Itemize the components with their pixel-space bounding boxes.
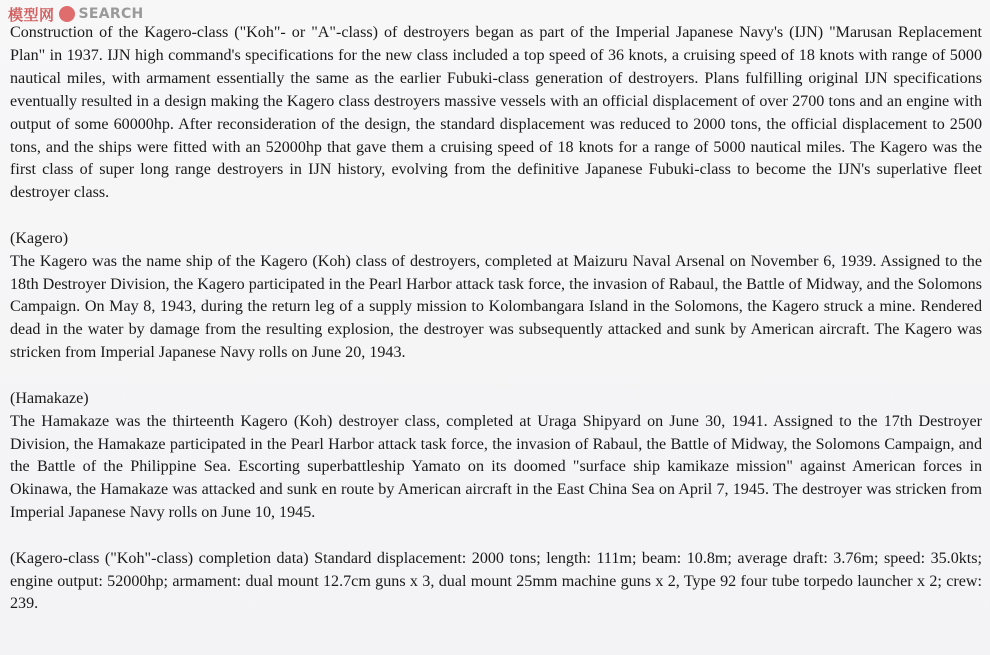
paragraph-spacer	[10, 365, 982, 388]
kagero-paragraph: The Kagero was the name ship of the Kagero (Koh) class of destroyers, completed at Maizuru Naval Arsenal on November 6, 1939. Assigned to the 18th Destroyer Division, the Kagero participated in the Pearl Harbor attack task force, the invasion of Rabaul, the Battle of Midway, and the Solomons Campaign. On May 8, 1943, during the return leg of a supply mission to Kolombangara Island in the Solomons, the Kagero struck a mine. Rendered dead in the water by damage from the resulting explosion, the destroyer was subsequently attacked and sunk by American aircraft. The Kagero was stricken from Imperial Japanese Navy rolls on June 20, 1943.	[10, 252, 982, 362]
site-watermark	[8, 4, 144, 24]
watermark-logo: 模型网	[8, 5, 55, 24]
intro-paragraph: Construction of the Kagero-class ("Koh"- or "A"-class) of destroyers began as part of the Imperial Japanese Navy's (IJN) "Marusan Replacement Plan" in 1937. IJN high command's specifications for the new class included a top speed of 36 knots, a cruising speed of 18 knots with range of 5000 nautical miles, with armament essentially the same as the earlier Fubuki-class generation of destroyers. Plans fulfilling original IJN specifications eventually resulted in a design making the Kagero class destroyers massive vessels with an official displacement of over 2700 tons and an engine with output of some 60000hp. After reconsideration of the design, the standard displacement was reduced to 2000 tons, the official displacement to 2500 tons, and the ships were fitted with an 52000hp that gave them a cruising speed of 18 knots for a range of 5000 nautical miles. The Kagero was the first class of super long range destroyers in IJN history, evolving from the definitive Japanese Fubuki-class to become the IJN's superlative fleet destroyer class.	[10, 24, 982, 202]
hamakaze-heading: (Hamakaze)	[10, 389, 89, 407]
watermark-circle-icon	[59, 6, 75, 22]
hamakaze-paragraph: The Hamakaze was the thirteenth Kagero (Koh) destroyer class, completed at Uraga Shipyard on June 30, 1941. Assigned to the 17th Destroyer Division, the Hamakaze participated in the Pearl Harbor attack task force, the invasion of Rabaul, the Battle of Midway, the Solomons Campaign, and the Battle of the Philippine Sea. Escorting superbattleship Yamato on its doomed "surface ship kamikaze mission" against American forces in Okinawa, the Hamakaze was attacked and sunk en route by American aircraft in the East China Sea on April 7, 1945. The destroyer was stricken from Imperial Japanese Navy rolls on June 10, 1945.	[10, 412, 982, 522]
document-body	[10, 22, 982, 616]
watermark-search-text: SEARCH	[78, 6, 144, 22]
paragraph-spacer	[10, 525, 982, 548]
kagero-heading: (Kagero)	[10, 229, 69, 247]
paragraph-spacer	[10, 205, 982, 228]
completion-data-paragraph: (Kagero-class ("Koh"-class) completion data) Standard displacement: 2000 tons; length: 111m; beam: 10.8m; average draft: 3.76m; speed: 35.0kts; engine output: 52000hp; armament: dual mount 12.7cm guns x 3, dual mount 25mm machine guns x 2, Type 92 four tube torpedo launcher x 2; crew: 239.	[10, 549, 982, 613]
